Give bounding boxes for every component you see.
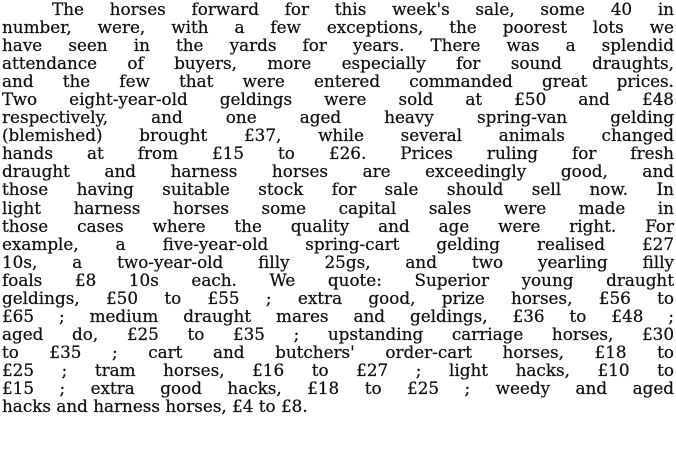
article-line: example, a five-year-old spring-cart gelding realised £27 xyxy=(2,233,674,254)
article-line: 10s, a two-year-old filly 25gs, and two yearling filly xyxy=(2,251,674,272)
article-line: (blemished) brought £37, while several animals changed xyxy=(2,125,674,146)
article-line: light harness horses some capital sales were made in xyxy=(2,197,674,218)
article-line: £25 ; tram horses, £16 to £27 ; light hacks, £10 to xyxy=(2,359,674,380)
article-line: geldings, £50 to £55 ; extra good, prize horses, £56 to xyxy=(2,287,674,308)
article-line: attendance of buyers, more especially for sound draughts, xyxy=(2,53,674,74)
article-line: hacks and harness horses, £4 to £8. xyxy=(2,396,308,417)
article-line: those cases where the quality and age were right. For xyxy=(2,215,674,236)
article-line: to £35 ; cart and butchers' order-cart horses, £18 to xyxy=(2,341,674,362)
article-line: those having suitable stock for sale should sell now. In xyxy=(2,179,674,200)
article-line: £15 ; extra good hacks, £18 to £25 ; weedy and aged xyxy=(2,377,674,398)
article-line: aged do, £25 to £35 ; upstanding carriage horses, £30 xyxy=(2,323,674,344)
article-text-block xyxy=(2,0,674,463)
article-line: respectively, and one aged heavy spring-van gelding xyxy=(2,107,674,128)
article-line: and the few that were entered commanded great prices. xyxy=(2,71,674,92)
article-line: foals £8 10s each. We quote: Superior young draught xyxy=(2,269,674,290)
article-line: have seen in the yards for years. There was a splendid xyxy=(2,35,674,56)
article-line: draught and harness horses are exceedingly good, and xyxy=(2,161,674,182)
article-line: number, were, with a few exceptions, the poorest lots we xyxy=(2,17,674,38)
article-line: £65 ; medium draught mares and geldings, £36 to £48 ; xyxy=(2,305,674,326)
article-line: Two eight-year-old geldings were sold at £50 and £48 xyxy=(2,89,674,110)
article-line: hands at from £15 to £26. Prices ruling for fresh xyxy=(2,143,674,164)
article-line: The horses forward for this week's sale, some 40 in xyxy=(52,0,674,19)
